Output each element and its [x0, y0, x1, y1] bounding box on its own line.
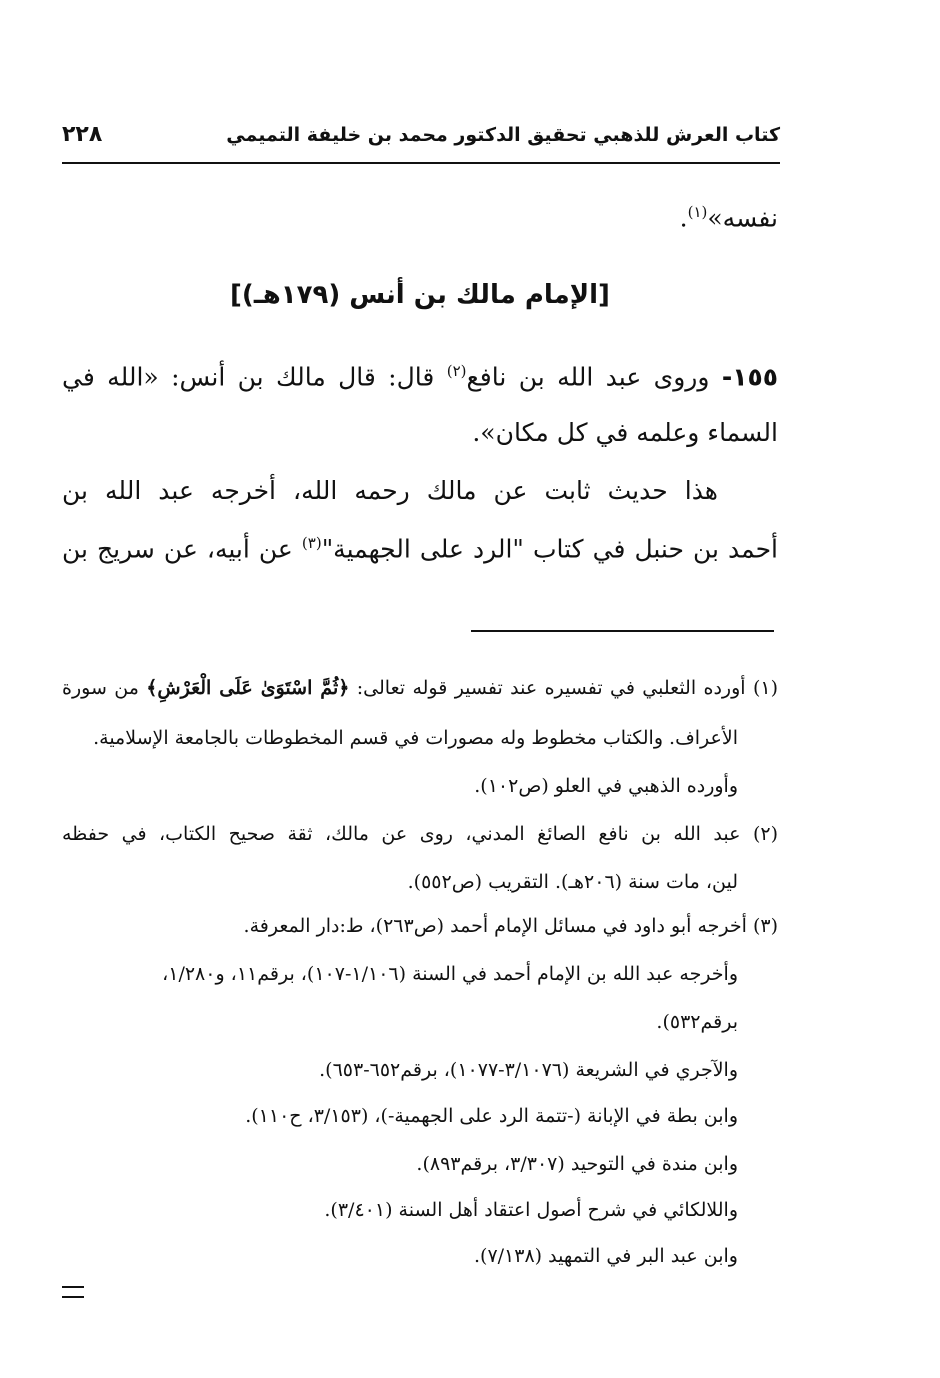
- footnote-1-line-2: الأعراف. والكتاب مخطوط وله مصورات في قسم المخطوطات بالجامعة الإسلامية.: [93, 727, 738, 749]
- footnote-3-line-7: واللالكائي في شرح أصول اعتقاد أهل السنة (٣/٤٠١).: [324, 1199, 738, 1221]
- footnote-2-line-2: لين، مات سنة (٢٠٦هـ). التقريب (ص٥٥٢).: [407, 871, 738, 893]
- footnote-ref-1: (١): [687, 203, 708, 221]
- hadith-text-b: قال: قال مالك بن أنس: «الله في: [62, 362, 435, 392]
- footnote-3-line-8: وابن عبد البر في التمهيد (٧/١٣٨).: [473, 1245, 738, 1267]
- hadith-number: ١٥٥-: [721, 362, 778, 392]
- footnote-3-line-3: برقم٥٣٢).: [656, 1011, 738, 1033]
- comment-line-2: [62, 534, 778, 563]
- footnote-1-line-1: [62, 677, 778, 699]
- continuation-mark: [62, 1286, 84, 1298]
- continuation-end: .: [679, 203, 688, 233]
- footnote-ref-2: (٢): [446, 362, 467, 380]
- running-header: [62, 122, 780, 162]
- footnote-3-line-2: وأخرجه عبد الله بن الإمام أحمد في السنة (١/١٠٦-١٠٧)، برقم١١، و١/٢٨٠،: [162, 963, 738, 985]
- hadith-line-1: [62, 362, 778, 391]
- page-number: ٢٢٨: [62, 122, 103, 147]
- footnote-2-line-1: (٢) عبد الله بن نافع الصائغ المدني، روى عن مالك، ثقة صحيح الكتاب، في حفظه: [62, 823, 778, 845]
- footnote-3-line-5: وابن بطة في الإبانة (-تتمة الرد على الجهمية-)، (٣/١٥٣، ح١١٠).: [245, 1105, 738, 1127]
- comment-text-2a: أحمد بن حنبل في كتاب "الرد على الجهمية": [321, 534, 778, 564]
- footnote-3-line-6: وابن مندة في التوحيد (٣/٣٠٧، برقم٨٩٣).: [416, 1153, 738, 1175]
- hadith-line-2: السماء وعلمه في كل مكان».: [472, 418, 778, 447]
- footnote-ref-3: (٣): [301, 534, 322, 552]
- footnote-separator: [471, 630, 774, 632]
- fn1-text-b: من سورة: [62, 677, 139, 699]
- comment-text-1: هذا حديث ثابت عن مالك رحمه الله، أخرجه عبد الله بن: [62, 476, 718, 505]
- comment-line-1: [62, 476, 778, 505]
- continuation-text: نفسه»: [707, 203, 778, 233]
- continuation-line: [62, 203, 778, 232]
- hadith-text-a: وروى عبد الله بن نافع: [466, 362, 710, 392]
- footnote-1-line-3: وأورده الذهبي في العلو (ص١٠٢).: [474, 775, 738, 797]
- header-rule: [62, 162, 780, 164]
- footnote-3-line-1: (٣) أخرجه أبو داود في مسائل الإمام أحمد (ص٢٦٣)، ط:دار المعرفة.: [243, 915, 778, 937]
- footnote-3-line-4: والآجري في الشريعة (٣/١٠٧٦-١٠٧٧)، برقم٦٥٢-٦٥٣).: [319, 1059, 738, 1081]
- quran-verse: ﴿ثُمَّ اسْتَوَىٰ عَلَى الْعَرْشِ﴾: [146, 677, 350, 699]
- fn1-text-a: (١) أورده الثعلبي في تفسيره عند تفسير قوله تعالى:: [356, 677, 779, 699]
- header-title: كتاب العرش للذهبي تحقيق الدكتور محمد بن خليفة التميمي: [226, 124, 780, 146]
- comment-text-2b: عن أبيه، عن سريج بن: [62, 534, 293, 564]
- section-heading: [الإمام مالك بن أنس (١٧٩هـ)]: [230, 280, 610, 310]
